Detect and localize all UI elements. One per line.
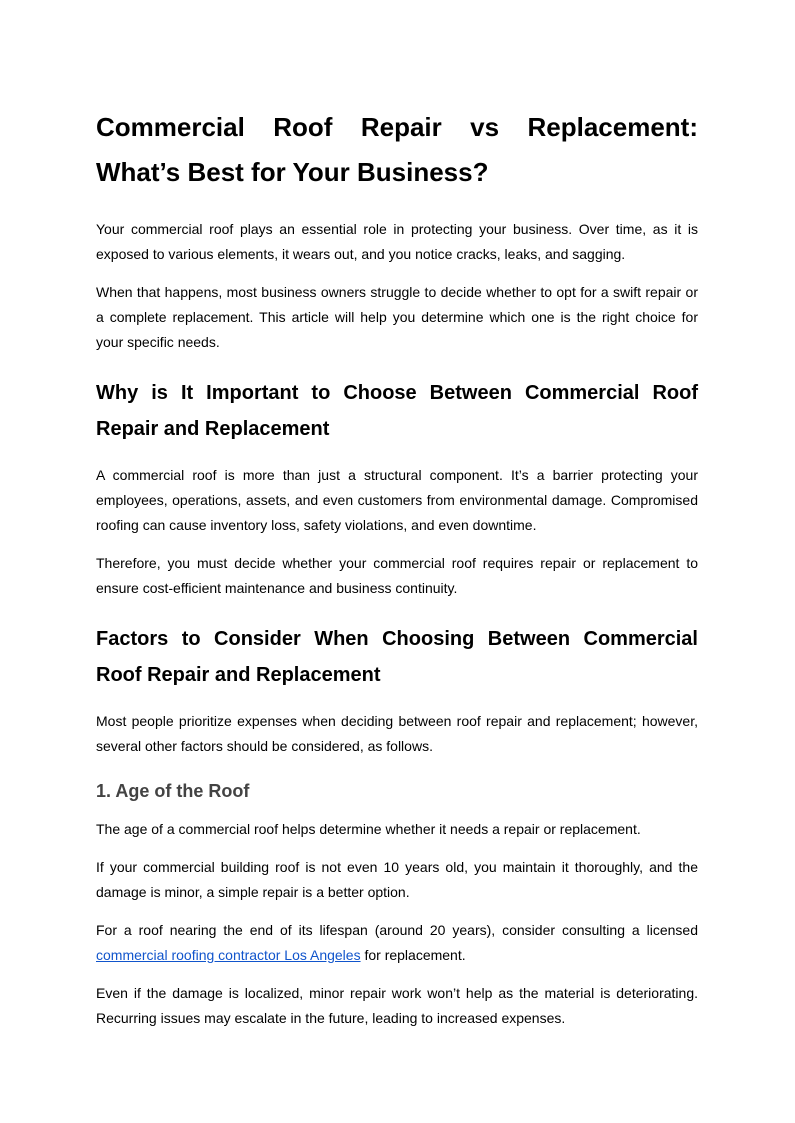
intro-paragraph-2: When that happens, most business owners struggle to decide whether to opt for a swift repair or a complete replacement. This article will help you determine which one is the right choice for your specific needs. [96,284,698,350]
contractor-link[interactable]: commercial roofing contractor Los Angeles [96,947,361,963]
why-heading: Why is It Important to Choose Between Commercial Roof Repair and Replacement [96,382,698,440]
factors-heading: Factors to Consider When Choosing Between Commercial Roof Repair and Replacement [96,628,698,686]
why-paragraph-2: Therefore, you must decide whether your commercial roof requires repair or replacement to ensure cost-efficient maintenance and business continuity. [96,555,698,596]
age-paragraph-3-text-before: For a roof nearing the end of its lifespan (around 20 years), consider consulting a licensed [96,922,698,938]
intro-paragraph-1: Your commercial roof plays an essential role in protecting your business. Over time, as it is exposed to various elements, it wears out, and you notice cracks, leaks, and sagging. [96,221,698,262]
age-paragraph-1: The age of a commercial roof helps determine whether it needs a repair or replacement. [96,821,641,837]
age-heading: 1. Age of the Roof [96,781,250,801]
age-paragraph-3-text-after: for replacement. [360,947,466,963]
page-title: Commercial Roof Repair vs Replacement: What’s Best for Your Business? [96,112,698,187]
why-paragraph-1: A commercial roof is more than just a structural component. It’s a barrier protecting your employees, operations, assets, and even customers from environmental damage. Compromised roofing can cause inventory loss, safety violations, and even downtime. [96,467,698,533]
age-paragraph-2: If your commercial building roof is not even 10 years old, you maintain it thoroughly, and the damage is minor, a simple repair is a better option. [96,859,698,900]
age-paragraph-4: Even if the damage is localized, minor repair work won’t help as the material is deteriorating. Recurring issues may escalate in the future, leading to increased expenses. [96,985,698,1026]
age-paragraph-3 [96,918,698,968]
factors-paragraph-1: Most people prioritize expenses when deciding between roof repair and replacement; however, several other factors should be considered, as follows. [96,713,698,754]
document-content [96,105,698,1044]
